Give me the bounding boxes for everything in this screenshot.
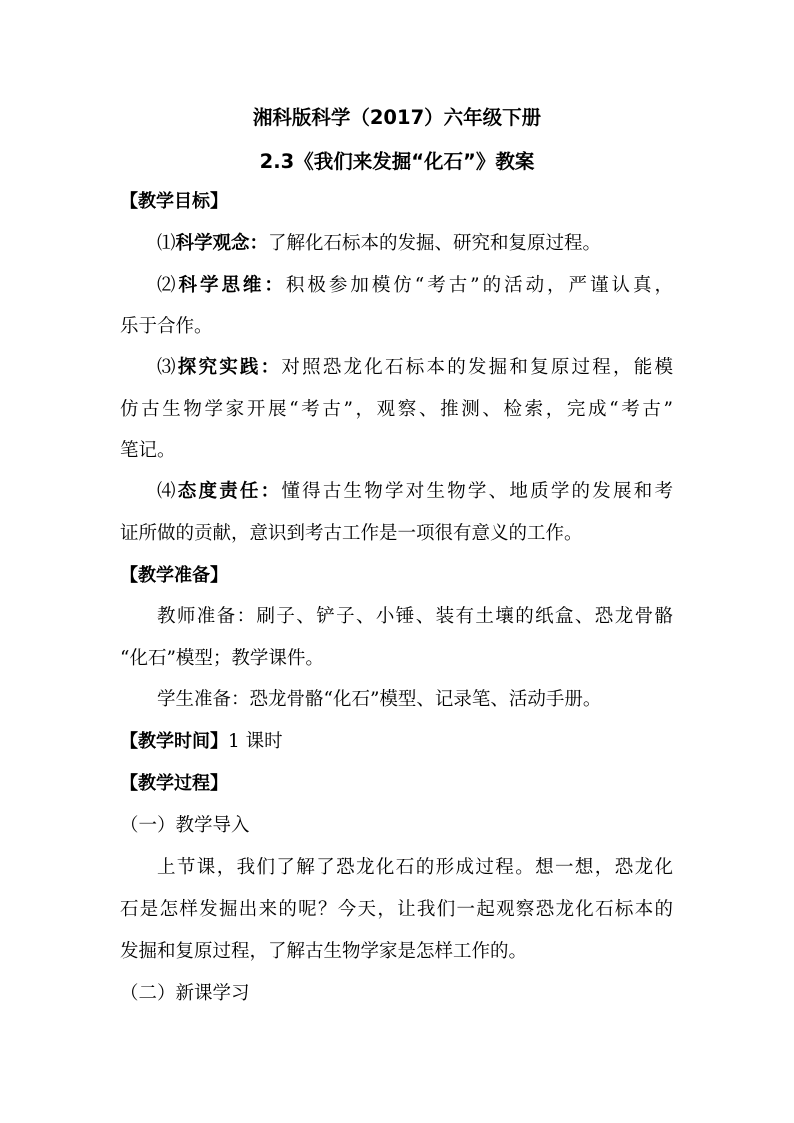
- goal-text: 了解化石标本的发掘、研究和复原过程。: [268, 233, 602, 254]
- prep-student: 学生准备：恐龙骨骼“化石”模型、记录笔、活动手册。: [157, 689, 602, 710]
- goal-4-continued: 证所做的贡献，意识到考古工作是一项很有意义的工作。: [120, 523, 583, 544]
- new-lesson-heading: （二）新课学习: [120, 983, 250, 1004]
- goal-3: [157, 356, 673, 380]
- document-subtitle: 2.3《我们来发掘“化石”》教案: [259, 150, 535, 173]
- time-value: 1 课时: [228, 731, 283, 752]
- document-title: 湘科版科学（2017）六年级下册: [252, 106, 542, 129]
- intro-paragraph: 上节课，我们了解了恐龙化石的形成过程。想一想，恐龙化: [157, 857, 673, 878]
- goal-4: [157, 480, 673, 504]
- goal-number: ⑶: [157, 357, 178, 378]
- goal-text: 积极参加模仿“考古”的活动，严谨认真，: [285, 275, 673, 296]
- goal-label: 态度责任：: [177, 481, 282, 502]
- goal-1: [157, 232, 601, 256]
- goal-label: 探究实践：: [177, 357, 282, 378]
- time-heading: 【教学时间】: [120, 731, 228, 752]
- intro-paragraph-continued-2: 发掘和复原过程，了解古生物学家是怎样工作的。: [120, 941, 528, 962]
- prep-teacher-continued: “化石”模型；教学课件。: [120, 648, 324, 669]
- goal-text: 懂得古生物学对生物学、地质学的发展和考: [281, 481, 673, 502]
- goal-number: ⑷: [157, 481, 178, 502]
- goal-label: 科学思维：: [178, 275, 286, 296]
- intro-heading: （一）教学导入: [120, 815, 250, 836]
- goal-3-continued-2: 笔记。: [120, 440, 176, 461]
- goal-text: 对照恐龙化石标本的发掘和复原过程，能模: [281, 357, 673, 378]
- prep-teacher: 教师准备：刷子、铲子、小锤、装有土壤的纸盒、恐龙骨骼: [157, 606, 673, 627]
- intro-paragraph-continued: 石是怎样发掘出来的呢？今天，让我们一起观察恐龙化石标本的: [120, 899, 673, 920]
- process-heading: 【教学过程】: [120, 773, 228, 794]
- time-row: [120, 730, 283, 754]
- goal-label: 科学观念：: [175, 233, 269, 254]
- prep-heading: 【教学准备】: [120, 565, 228, 586]
- goal-2: [157, 274, 673, 298]
- goals-heading: 【教学目标】: [120, 191, 228, 212]
- goal-number: ⑴: [157, 233, 176, 254]
- goal-3-continued: 仿古生物学家开展“考古”，观察、推测、检索，完成“考古”: [120, 399, 673, 420]
- goal-number: ⑵: [157, 275, 179, 296]
- goal-2-continued: 乐于合作。: [120, 316, 213, 337]
